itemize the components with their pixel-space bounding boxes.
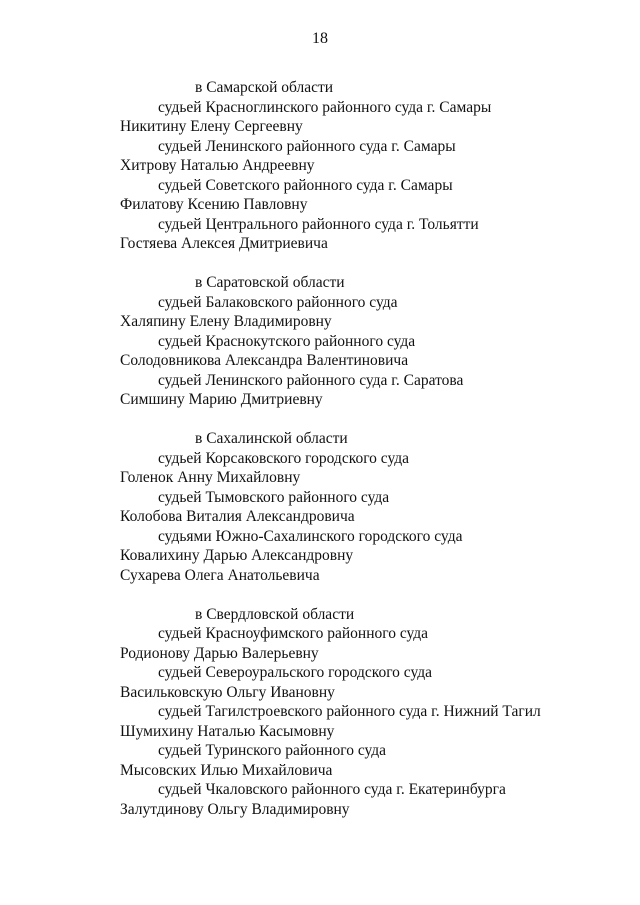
person-name: Филатову Ксению Павловну [120, 196, 308, 213]
court-line: судьей Чкаловского районного суда г. Екатеринбурга [158, 781, 506, 798]
court-line: судьей Красноуфимского районного суда [158, 625, 429, 642]
person-name: Солодовникова Александра Валентиновича [120, 352, 409, 369]
section-spacer [0, 410, 640, 430]
person-name: Залутдинову Ольгу Владимировну [120, 800, 350, 818]
region-heading: в Самарской области [195, 79, 334, 96]
person-name: Хитрову Наталью Андреевну [120, 157, 315, 174]
section-spacer [0, 254, 640, 274]
region-heading: в Саратовской области [195, 274, 345, 291]
court-line: судьей Корсаковского городского суда [158, 449, 410, 467]
court-line: судьей Североуральского городского суда [158, 664, 433, 681]
court-line: судьей Краснокутского районного суда [158, 332, 416, 350]
page-number: 18 [312, 30, 328, 47]
court-line: судьей Ленинского районного суда г. Саратова [158, 371, 464, 389]
court-line: судьей Красноглинского районного суда г. Самары [158, 98, 492, 116]
court-line: судьей Тымовского районного суда [158, 488, 390, 506]
person-name: Васильковскую Ольгу Ивановну [120, 683, 335, 701]
court-line: судьей Туринского районного суда [158, 742, 387, 759]
person-name: Голенок Анну Михайловну [120, 469, 301, 486]
person-name: Ковалихину Дарью Александровну [120, 547, 354, 564]
appointments-list [0, 78, 640, 819]
court-line: судьей Тагилстроевского районного суда г. Нижний Тагил [158, 703, 541, 720]
person-name: Гостяева Алексея Дмитриевича [120, 235, 328, 252]
person-name: Родионову Дарью Валерьевну [120, 644, 319, 662]
person-name: Симшину Марию Дмитриевну [120, 391, 323, 408]
person-name: Мысовских Илью Михайловича [120, 761, 333, 779]
court-line: судьями Южно-Сахалинского городского суда [158, 527, 463, 545]
region-heading: в Сахалинской области [195, 430, 348, 447]
region-heading: в Свердловской области [195, 605, 355, 623]
court-line: судьей Центрального районного суда г. Тольятти [158, 215, 479, 233]
court-line: судьей Ленинского районного суда г. Самары [158, 137, 456, 155]
person-name: Сухарева Олега Анатольевича [120, 566, 320, 584]
person-name: Никитину Елену Сергеевну [120, 118, 303, 135]
section-spacer [0, 585, 640, 605]
person-name: Шумихину Наталью Касымовну [120, 722, 335, 740]
court-line: судьей Советского районного суда г. Самары [158, 176, 453, 194]
person-name: Колобова Виталия Александровича [120, 508, 355, 525]
court-line: судьей Балаковского районного суда [158, 293, 398, 311]
person-name: Халяпину Елену Владимировну [120, 313, 332, 330]
